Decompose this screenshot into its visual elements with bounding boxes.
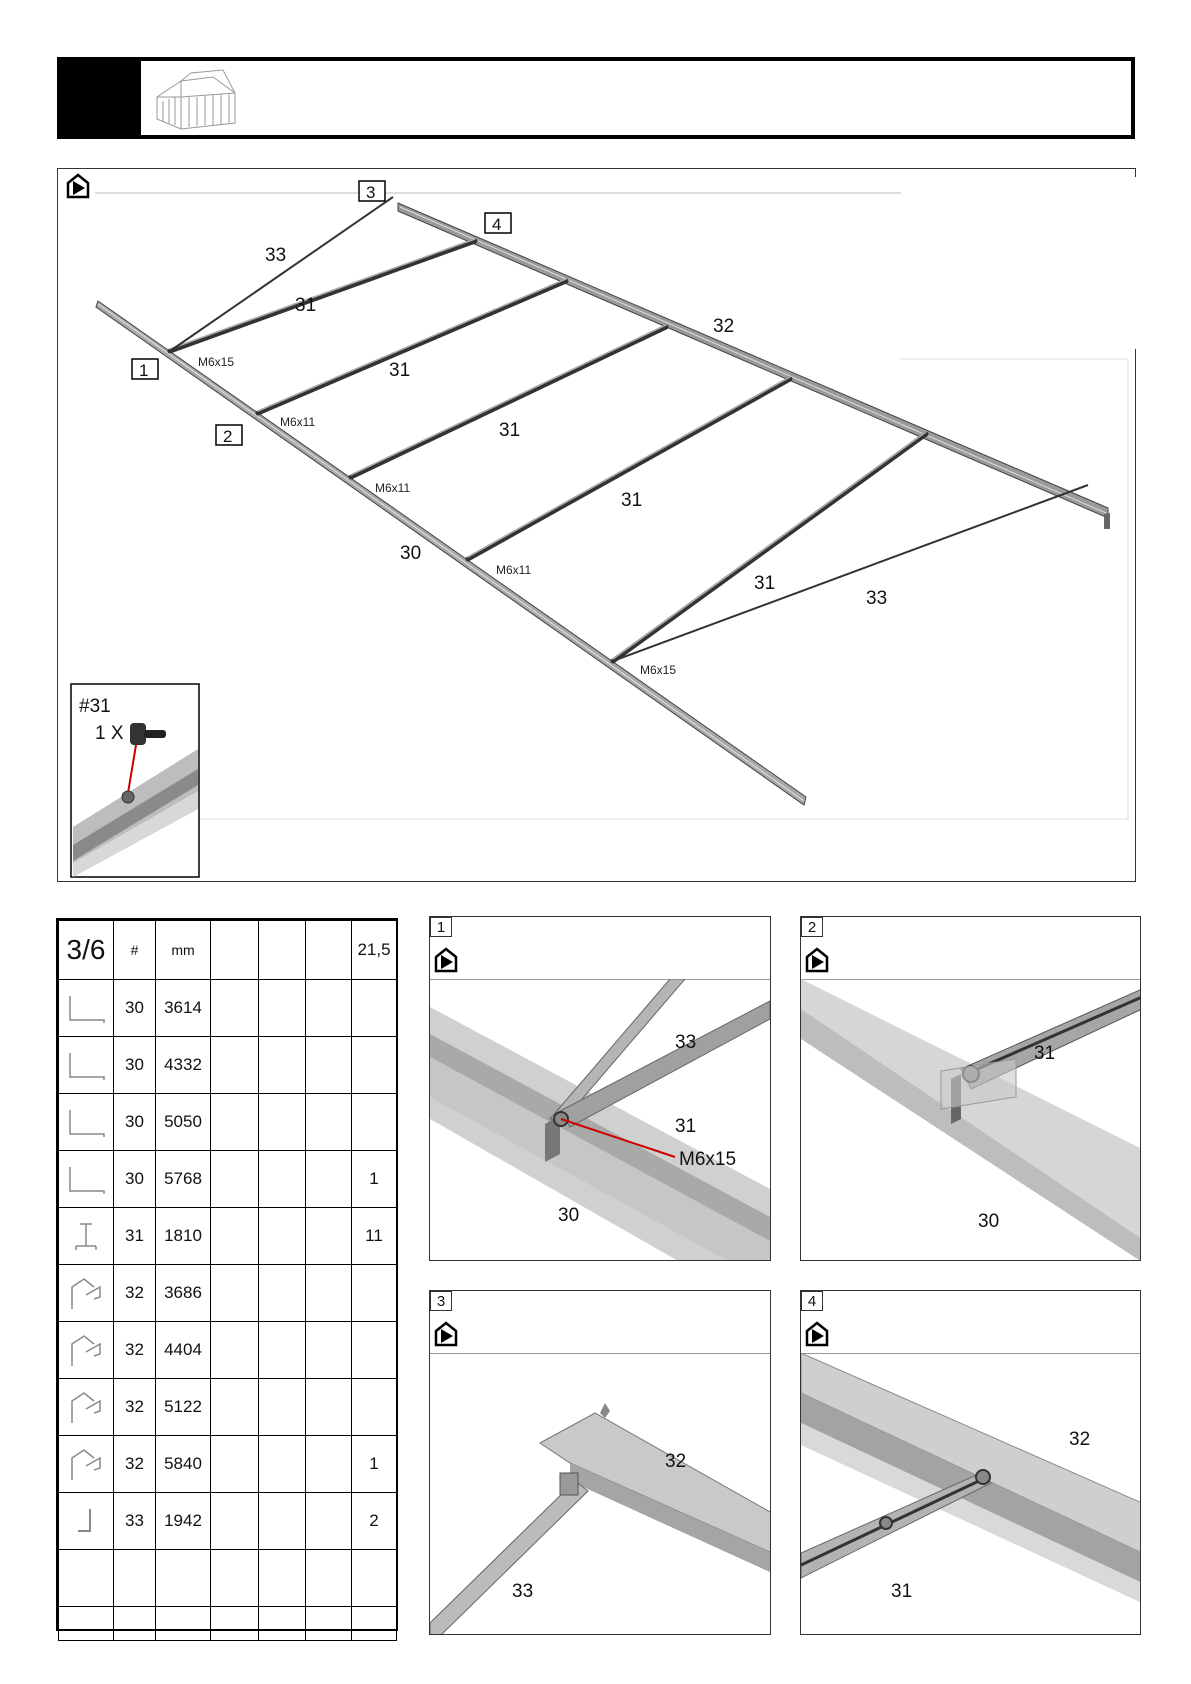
detail-number: 3 [430, 1291, 452, 1311]
part-number: 30 [114, 1151, 156, 1208]
part-number: 32 [114, 1436, 156, 1493]
detail-number: 2 [801, 917, 823, 937]
detail-panel-3 [429, 1290, 771, 1635]
braces-33 [170, 197, 1088, 661]
play-house-icon [432, 1319, 464, 1349]
table-row [59, 1493, 397, 1550]
bolt-label-m6x11: M6x11 [375, 481, 411, 495]
part-qty: 1 [352, 1436, 397, 1493]
table-row [59, 1151, 397, 1208]
part-qty: 2 [352, 1493, 397, 1550]
play-house-icon [432, 945, 464, 975]
part-length: 5050 [156, 1094, 211, 1151]
part-length: 1942 [156, 1493, 211, 1550]
label-33: 33 [675, 1032, 697, 1053]
label-33: 33 [512, 1581, 534, 1602]
header-blank [211, 921, 259, 980]
part-qty [352, 1265, 397, 1322]
inset-part-label: #31 [79, 696, 111, 717]
bolt-label-m6x15: M6x15 [640, 663, 677, 677]
table-row [59, 980, 397, 1037]
bolt-label-m6x15: M6x15 [198, 355, 235, 369]
detail-panel-2 [800, 916, 1141, 1261]
label-31: 31 [1034, 1043, 1056, 1064]
part-length: 5768 [156, 1151, 211, 1208]
part-length: 1810 [156, 1208, 211, 1265]
profile-30-icon [64, 1159, 108, 1199]
part-qty [352, 980, 397, 1037]
label-32: 32 [713, 316, 735, 337]
profile-32-icon [64, 1387, 108, 1427]
part-number: 31 [114, 1208, 156, 1265]
part-length: 5840 [156, 1436, 211, 1493]
callout-1 [132, 359, 158, 380]
parts-list-table [56, 918, 398, 1631]
label-m6x15: M6x15 [679, 1149, 737, 1170]
inset-qty-label: 1 X [95, 723, 124, 744]
part-number: 30 [114, 1094, 156, 1151]
part-length: 3614 [156, 980, 211, 1037]
label-31: 31 [499, 420, 521, 441]
detail-number: 1 [430, 917, 452, 937]
callout-2 [216, 425, 242, 446]
svg-text:4: 4 [492, 215, 502, 234]
label-31: 31 [389, 360, 411, 381]
profile-30-icon [64, 1045, 108, 1085]
step-header [57, 57, 1135, 139]
table-row [59, 1265, 397, 1322]
part-qty: 11 [352, 1208, 397, 1265]
part-qty [352, 1379, 397, 1436]
header-blank [259, 921, 306, 980]
part-qty [352, 1037, 397, 1094]
detail-number: 4 [801, 1291, 823, 1311]
label-31: 31 [621, 490, 643, 511]
label-30: 30 [978, 1211, 1000, 1232]
part-number: 32 [114, 1379, 156, 1436]
part-number: 32 [114, 1265, 156, 1322]
table-row [59, 1208, 397, 1265]
table-row [59, 1094, 397, 1151]
part-length: 5122 [156, 1379, 211, 1436]
label-31: 31 [675, 1116, 697, 1137]
detail-panel-4 [800, 1290, 1141, 1635]
rail-32 [398, 203, 1110, 529]
table-row [59, 1322, 397, 1379]
svg-text:1: 1 [139, 361, 149, 380]
part-length: 3686 [156, 1265, 211, 1322]
svg-text:2: 2 [223, 427, 233, 446]
play-house-icon [68, 175, 88, 197]
profile-32-icon [64, 1273, 108, 1313]
table-row-empty [59, 1607, 397, 1641]
label-30: 30 [558, 1205, 580, 1226]
part-number: 32 [114, 1322, 156, 1379]
profile-32-icon [64, 1444, 108, 1484]
part-length: 4404 [156, 1322, 211, 1379]
step-number-block [61, 61, 141, 135]
bolt-label-m6x11: M6x11 [280, 415, 316, 429]
label-30: 30 [400, 543, 422, 564]
part-qty [352, 1322, 397, 1379]
label-32: 32 [1069, 1429, 1091, 1450]
header-blank [306, 921, 352, 980]
part-number: 30 [114, 980, 156, 1037]
part-qty: 1 [352, 1151, 397, 1208]
table-row [59, 1436, 397, 1493]
profile-30-icon [64, 1102, 108, 1142]
part-qty [352, 1094, 397, 1151]
play-house-icon [803, 945, 835, 975]
profile-31-icon [64, 1216, 108, 1256]
label-31: 31 [891, 1581, 913, 1602]
greenhouse-thumbnail-icon [151, 67, 241, 133]
svg-text:3: 3 [366, 183, 376, 202]
step-counter: 3/6 [59, 921, 114, 980]
purlins-31 [170, 241, 926, 661]
rail-30 [96, 301, 806, 805]
part-number: 33 [114, 1493, 156, 1550]
callout-3 [359, 181, 385, 202]
part-number: 30 [114, 1037, 156, 1094]
header-part-number: # [114, 921, 156, 980]
part-length: 4332 [156, 1037, 211, 1094]
label-31: 31 [754, 573, 776, 594]
label-33-bottom: 33 [866, 588, 888, 609]
header-mm: mm [156, 921, 211, 980]
label-33-top: 33 [265, 245, 287, 266]
header-model: 21,5 [352, 921, 397, 980]
table-row-empty [59, 1550, 397, 1607]
main-assembly-diagram [57, 168, 1136, 882]
profile-30-icon [64, 988, 108, 1028]
label-32: 32 [665, 1451, 687, 1472]
profile-33-icon [64, 1501, 108, 1541]
callout-4 [485, 213, 511, 234]
play-house-icon [803, 1319, 835, 1349]
inset-bolt-detail [71, 684, 199, 877]
profile-32-icon [64, 1330, 108, 1370]
table-row [59, 1379, 397, 1436]
detail-panel-1 [429, 916, 771, 1261]
label-31: 31 [295, 295, 317, 316]
bolt-label-m6x11: M6x11 [496, 563, 532, 577]
table-row [59, 1037, 397, 1094]
